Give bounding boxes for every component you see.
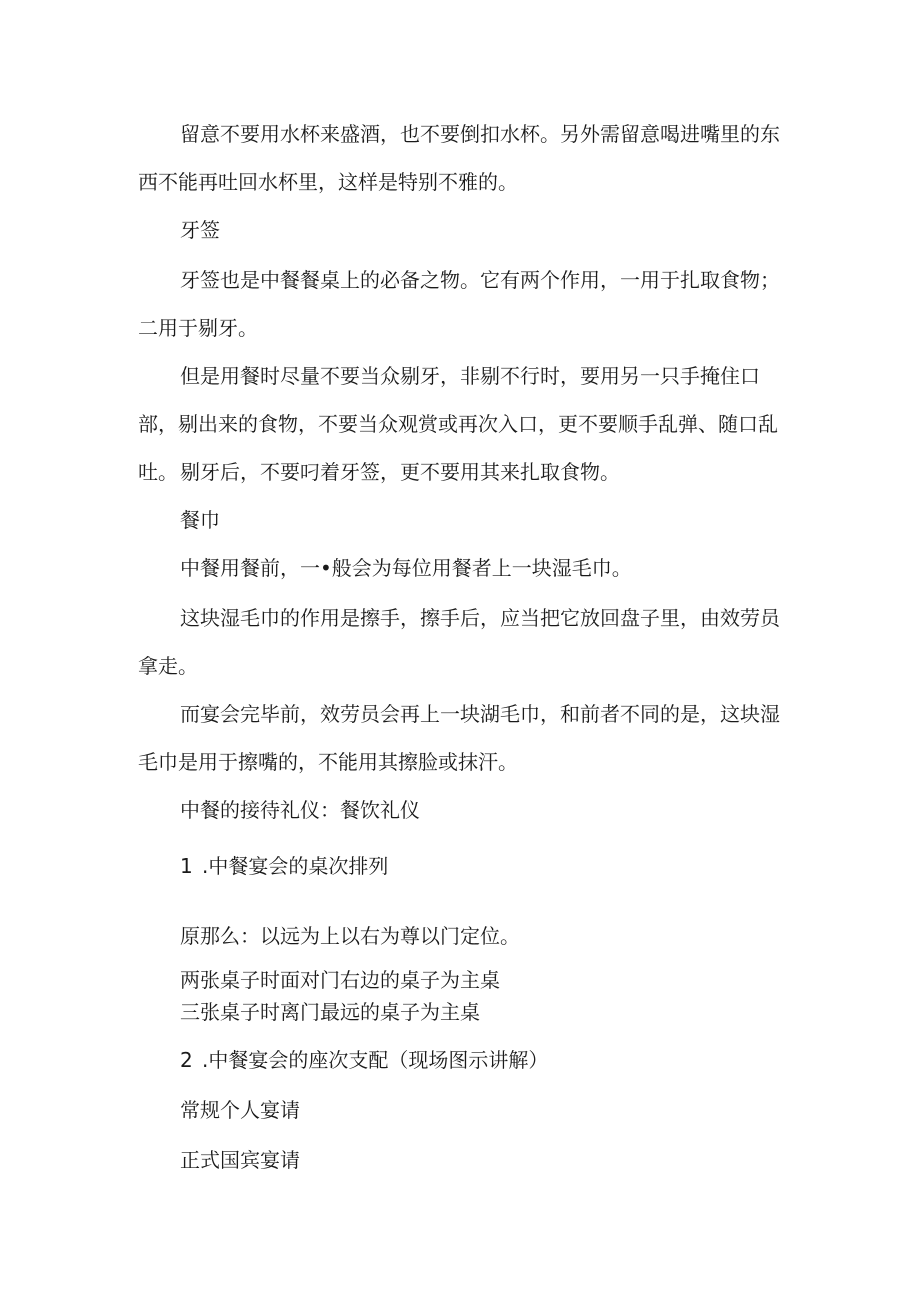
- paragraph-wet-towel: 中餐用餐前，一•般会为每位用餐者上一块湿毛巾。: [180, 556, 632, 580]
- paragraph-towel-banquet: 而宴会完毕前，效劳员会再上一块湖毛巾，和前者不同的是，这块湿毛巾是用于擦嘴的，不能用其擦脸或抹汗。: [138, 702, 780, 774]
- paragraph-toothpick-manners: 但是用餐时尽量不要当众剔牙，非剔不行时，要用另一只手掩住口部，剔出来的食物，不要当众观赏或再次入口，更不要顺手乱弹、随口乱吐。: [138, 364, 778, 484]
- list-item-state-banquet: 正式国宾宴请: [180, 1148, 300, 1172]
- rule-three-tables: 三张桌子时离门最远的桌子为主桌: [180, 1000, 480, 1024]
- paragraph-water-cup: 留意不要用水杯来盛酒，也不要倒扣水杯。另外需留意喝进嘴里的东西不能再吐回水杯里，这样是特别不雅的。: [138, 122, 780, 194]
- rule-two-tables: 两张桌子时面对门右边的桌子为主桌: [180, 968, 500, 992]
- paragraph-after-toothpick: 剔牙后，不要叼着牙签，更不要用其来扎取食物。: [180, 460, 620, 484]
- section-1-title: .中餐宴会的桌次排列: [202, 854, 389, 878]
- section-2-title: .中餐宴会的座次支配（现场图示讲解）: [202, 1048, 549, 1072]
- paragraph-toothpick-uses: 牙签也是中餐餐桌上的必备之物。它有两个作用，一用于扎取食物；二用于剔牙。: [138, 268, 780, 340]
- section-2-number: 2: [180, 1048, 193, 1072]
- heading-reception-etiquette: 中餐的接待礼仪：餐饮礼仪: [180, 798, 420, 822]
- list-item-personal-banquet: 常规个人宴请: [180, 1098, 300, 1122]
- section-2-heading: [180, 1046, 780, 1074]
- section-1-number: 1: [180, 854, 193, 878]
- heading-toothpick: 牙签: [180, 218, 220, 242]
- principle-line: 原那么：以远为上以右为尊以门定位。: [180, 924, 520, 948]
- paragraph-towel-use: 这块湿毛巾的作用是擦手，擦手后，应当把它放回盘子里，由效劳员拿走。: [138, 606, 780, 678]
- section-1-heading: [180, 852, 780, 880]
- heading-napkin: 餐巾: [180, 508, 220, 532]
